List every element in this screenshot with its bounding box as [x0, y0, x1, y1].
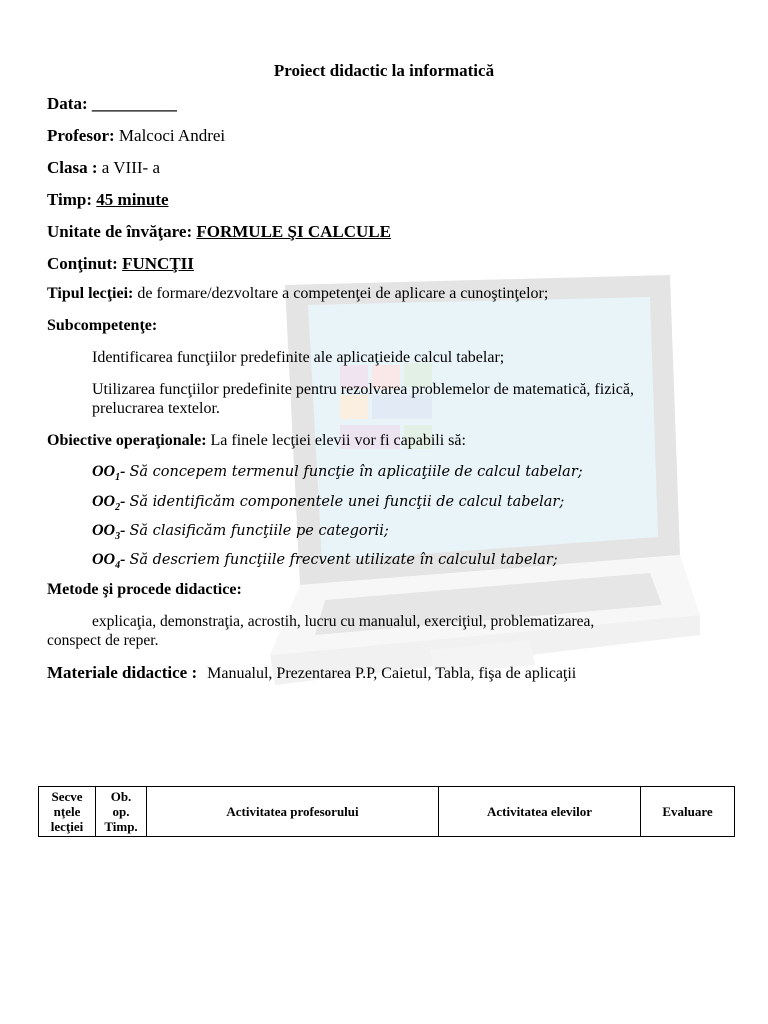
objective-code: $OO_4-$	[92, 551, 126, 572]
objectives-intro: La finele lecţiei elevii vor fi capabili să:	[210, 432, 466, 449]
objective-item	[92, 522, 389, 542]
objective-text: Să identificăm componentele unei funcţii de calcul tabelar;	[129, 494, 565, 510]
unit-value: FORMULE ŞI CALCULE	[196, 222, 391, 241]
class-value: a VIII- a	[101, 158, 160, 177]
materials-line	[47, 663, 576, 683]
column-header-teacher-activity: Activitatea profesorului	[147, 787, 439, 837]
objective-item	[92, 463, 583, 483]
time-line	[47, 190, 169, 210]
document-title: Proiect didactic la informatică	[273, 61, 495, 80]
class-line	[47, 158, 160, 178]
column-header-evaluation: Evaluare	[641, 787, 735, 837]
lesson-type-label: Tipul lecţiei:	[47, 285, 134, 302]
objective-code: $OO_3-$	[92, 522, 126, 543]
teacher-name: Malcoci Andrei	[118, 126, 226, 145]
unit-line	[47, 222, 391, 242]
content-line	[47, 254, 194, 274]
methods-text: explicaţia, demonstraţia, acrostih, lucru cu manualul, exerciţiul, problematizarea,	[92, 613, 595, 630]
subcompetence-item: Utilizarea funcţiilor predefinite pentru rezolvarea problemelor de matematică, fizică,	[92, 381, 634, 398]
date-line	[47, 94, 177, 114]
content-label: Conţinut:	[47, 254, 118, 273]
materials-label: Materiale didactice :	[47, 663, 198, 682]
methods-text-continuation: conspect de reper.	[47, 632, 159, 649]
objective-item	[92, 551, 558, 571]
lesson-plan-table	[38, 786, 735, 837]
date-label: Data:	[47, 94, 88, 113]
objective-text: Să clasificăm funcţiile pe categorii;	[129, 523, 389, 539]
lesson-type-value: de formare/dezvoltare a competenţei de aplicare a cunoştinţelor;	[137, 285, 549, 302]
teacher-line	[47, 126, 225, 146]
table-header-row	[39, 787, 735, 837]
objective-item	[92, 493, 564, 513]
class-label: Clasa :	[47, 158, 98, 177]
objective-text: Să descriem funcţiile frecvent utilizate în calculul tabelar;	[129, 552, 558, 568]
unit-label: Unitate de învăţare:	[47, 222, 193, 241]
column-header-objectives-time: Ob. op. Timp.	[96, 787, 147, 837]
column-header-sequences: Secve nţele lecţiei	[39, 787, 96, 837]
materials-value: Manualul, Prezentarea P.P, Caietul, Tabla, fişa de aplicaţii	[207, 665, 577, 682]
objectives-line	[47, 432, 466, 450]
objective-code: $OO_1-$	[92, 463, 126, 484]
subcompetence-item: Identificarea funcţiilor predefinite ale aplicaţieide calcul tabelar;	[92, 349, 505, 366]
objective-text: Să concepem termenul funcţie în aplicaţiile de calcul tabelar;	[129, 464, 583, 480]
column-header-student-activity: Activitatea elevilor	[439, 787, 641, 837]
objective-code: $OO_2-$	[92, 493, 126, 514]
time-label: Timp:	[47, 190, 93, 209]
lesson-type-line	[47, 285, 548, 303]
teacher-label: Profesor:	[47, 126, 115, 145]
subcompetence-item-continuation: prelucrarea textelor.	[92, 400, 220, 417]
content-value: FUNCŢII	[122, 254, 194, 273]
time-value: 45 minute	[96, 190, 169, 209]
date-value: __________	[91, 94, 177, 113]
methods-heading: Metode şi procede didactice:	[47, 581, 242, 598]
objectives-label: Obiective operaţionale:	[47, 432, 207, 449]
subcompetences-heading: Subcompetenţe:	[47, 317, 158, 334]
